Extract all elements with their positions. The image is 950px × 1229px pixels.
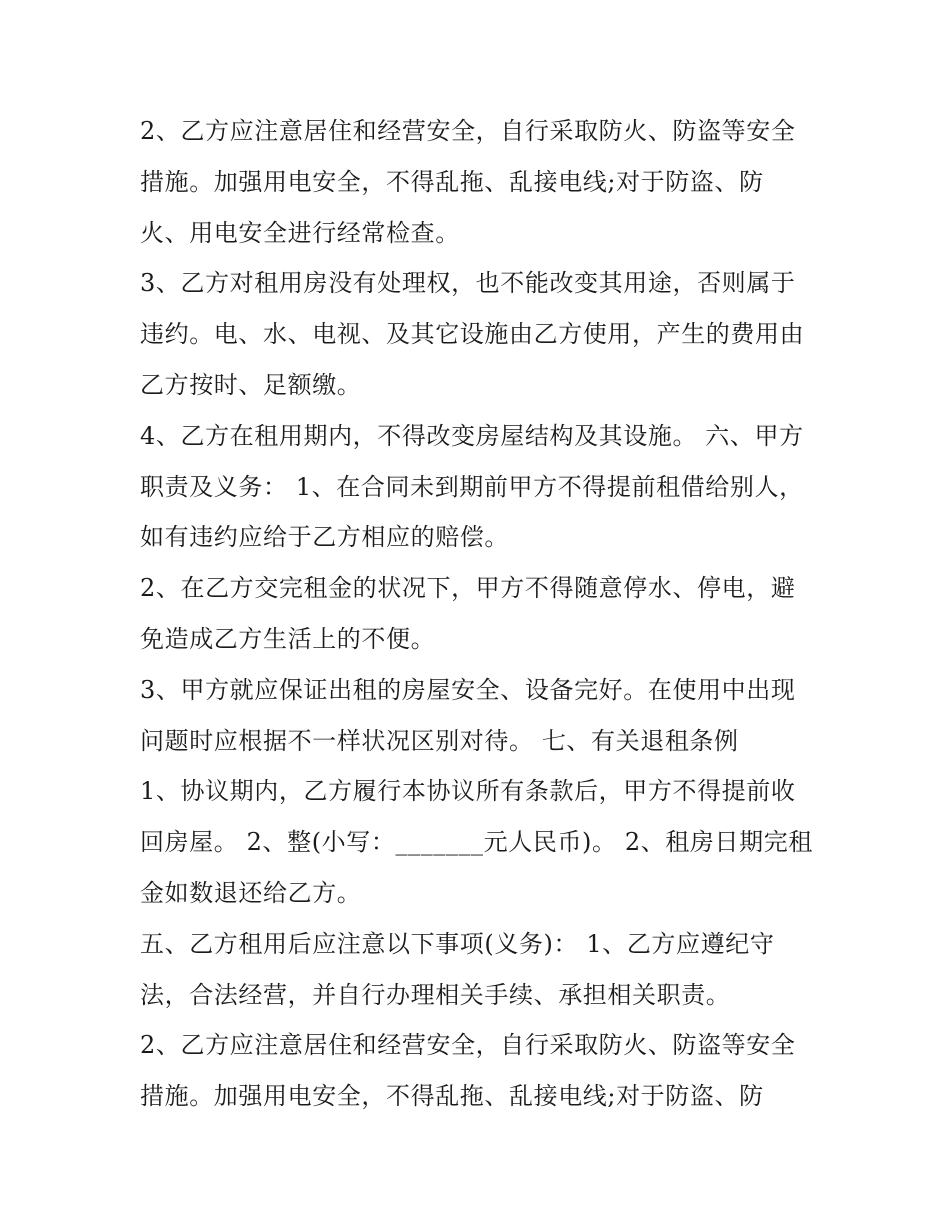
text-line: 2、乙方应注意居住和经营安全，自行采取防火、防盗等安全 [140,117,796,145]
text-line: 1、协议期内，乙方履行本协议所有条款后，甲方不得提前收 [140,777,796,806]
text-line: 措施。加强用电安全，不得乱拖、乱接电线;对于防盗、防 [140,1082,764,1111]
text-line: 措施。加强用电安全，不得乱拖、乱接电线;对于防盗、防 [140,167,764,196]
text-line: 法，合法经营，并自行办理相关手续、承担相关职责。 [140,980,731,1009]
text-line: 2、在乙方交完租金的状况下，甲方不得随意停水、停电，避 [140,574,796,603]
text-line: 如有违约应给于乙方相应的赔偿。 [140,523,509,552]
text-line: 2、乙方应注意居住和经营安全，自行采取防火、防盗等安全 [140,1031,796,1060]
text-line: 职责及义务： 1、在合同未到期前甲方不得提前租借给别人， [140,472,804,501]
text-line: 回房屋。 2、整(小写：_______元人民币)。 2、租房日期完租 [140,828,813,857]
text-line: 违约。电、水、电视、及其它设施由乙方使用，产生的费用由 [140,320,805,349]
text-line: 金如数退还给乙方。 [140,878,362,907]
document-body [140,106,820,1122]
text-line: 火、用电安全进行经常检查。 [140,218,460,247]
text-line: 五、乙方租用后应注意以下事项(义务)： 1、乙方应遵纪守 [140,929,775,958]
text-line: 问题时应根据不一样状况区别对待。 七、有关退租条例 [140,726,739,755]
text-line: 4、乙方在租用期内，不得改变房屋结构及其设施。 六、甲方 [140,421,804,450]
text-line: 乙方按时、足额缴。 [140,370,362,399]
text-line: 免造成乙方生活上的不便。 [140,624,436,653]
text-line: 3、甲方就应保证出租的房屋安全、设备完好。在使用中出现 [140,675,796,704]
text-line: 3、乙方对租用房没有处理权，也不能改变其用途，否则属于 [140,269,796,298]
